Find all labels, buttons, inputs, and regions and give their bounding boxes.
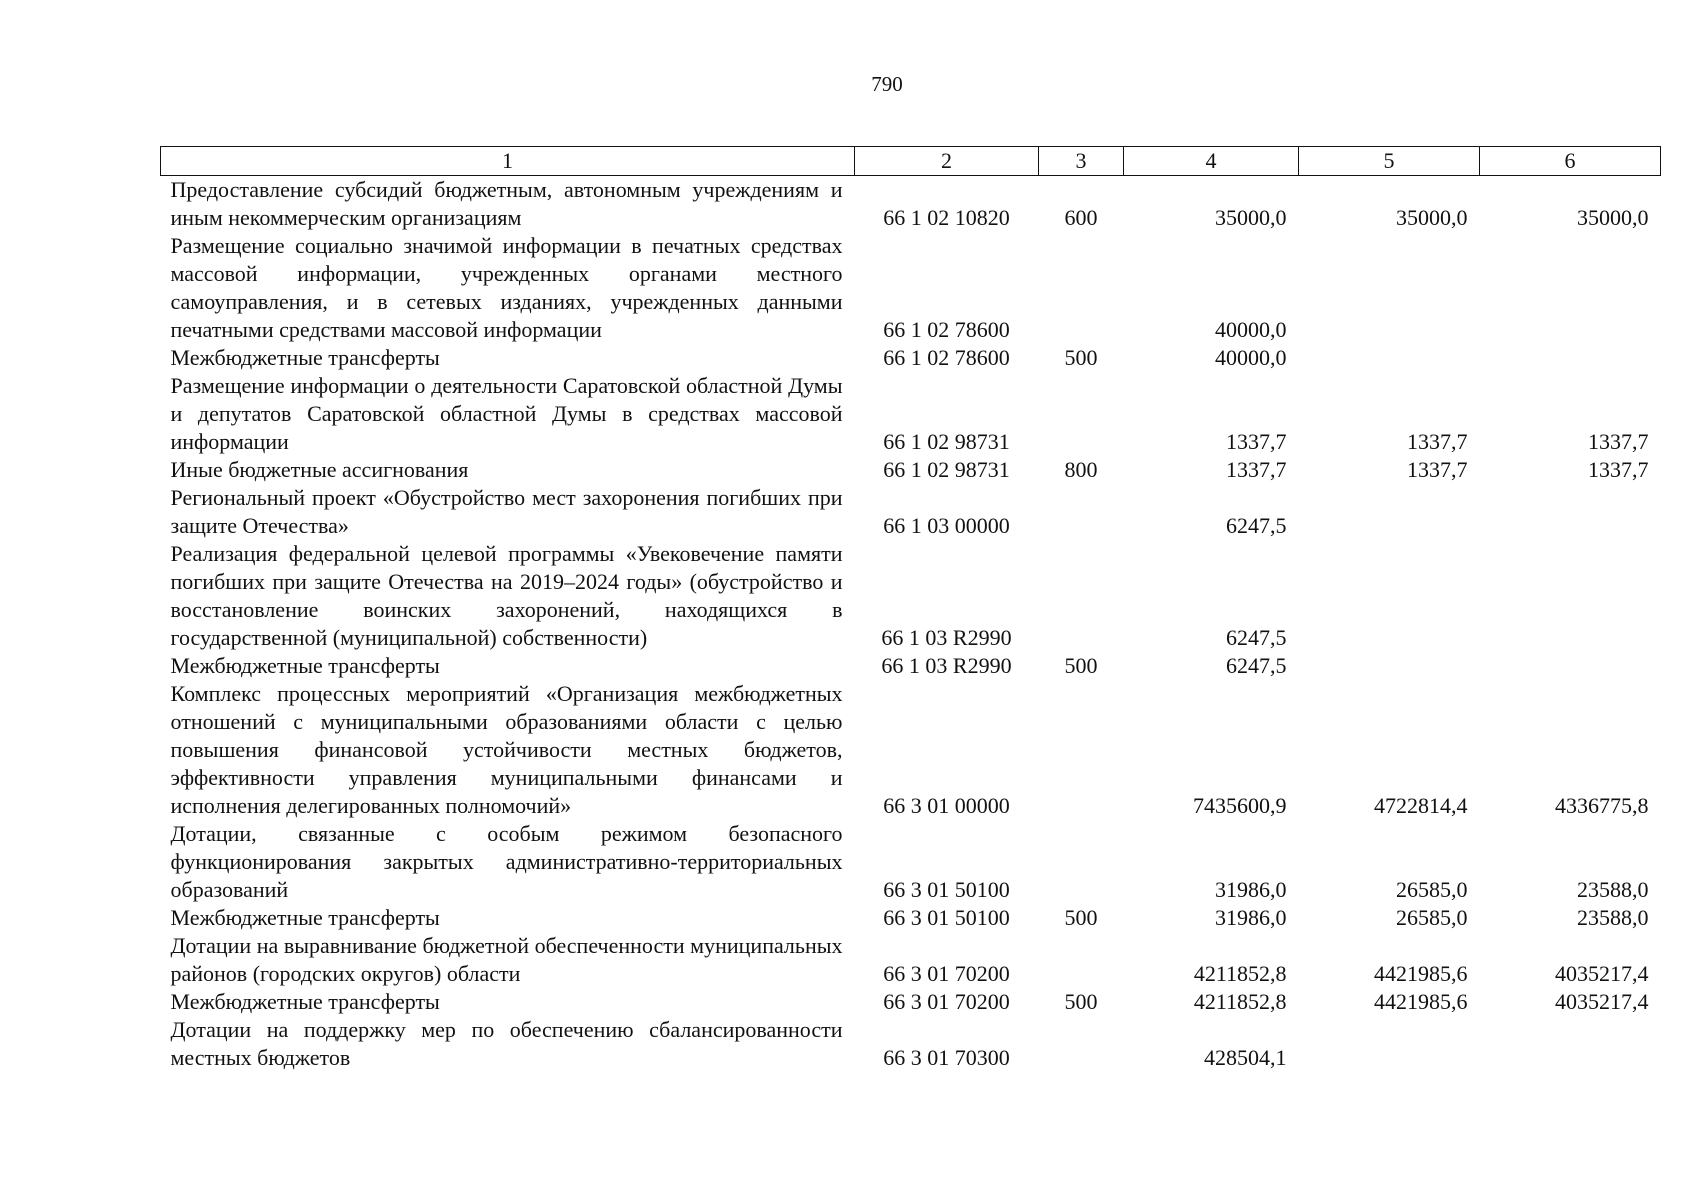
row-expense-type [1039,484,1124,540]
table-row [161,344,1661,372]
row-value-col-6: 23588,0 [1577,905,1649,930]
table-row [161,232,1661,344]
row-value-col-6: 1337,7 [1588,457,1649,482]
row-value-col-4: 31986,0 [1215,905,1287,930]
row-value-col-6: 1337,7 [1588,429,1649,454]
row-expense-type [1039,932,1124,988]
header-col-3: 3 [1039,147,1124,176]
row-value-col-4: 4211852,8 [1193,961,1287,986]
row-code: 66 3 01 70200 [883,989,1010,1014]
row-value-col-5: 4722814,4 [1374,793,1468,818]
table-row [161,988,1661,1016]
row-expense-type: 600 [1064,205,1098,230]
row-code: 66 1 03 00000 [883,513,1010,538]
row-value-col-6: 35000,0 [1577,205,1649,230]
row-code: 66 3 01 70200 [883,961,1010,986]
row-value-col-4: 428504,1 [1204,1045,1287,1070]
row-value-col-6 [1480,232,1661,344]
row-value-col-5 [1299,652,1480,680]
table-body [161,176,1661,1073]
row-name: Дотации на выравнивание бюджетной обеспеченности муниципальных районов (городских округов) области [170,933,843,986]
row-code: 66 3 01 50100 [883,877,1010,902]
table-row [161,540,1661,652]
table-row [161,652,1661,680]
table-row [161,484,1661,540]
row-code: 66 1 02 78600 [883,345,1010,370]
row-expense-type [1039,680,1124,820]
table-row [161,372,1661,456]
row-name: Межбюджетные трансферты [170,989,440,1014]
row-expense-type [1039,820,1124,904]
row-expense-type: 500 [1064,345,1098,370]
row-value-col-6 [1480,540,1661,652]
row-value-col-5 [1299,1016,1480,1072]
row-expense-type: 500 [1064,989,1098,1014]
row-value-col-6: 4035217,4 [1555,989,1649,1014]
row-value-col-5: 35000,0 [1396,205,1468,230]
row-expense-type: 800 [1064,457,1098,482]
row-code: 66 1 03 R2990 [881,625,1012,650]
row-value-col-5: 1337,7 [1407,457,1468,482]
row-value-col-6: 23588,0 [1577,877,1649,902]
row-expense-type [1039,232,1124,344]
row-code: 66 1 02 78600 [883,317,1010,342]
row-name: Комплекс процессных мероприятий «Организация межбюджетных отношений с муниципальными образованиями области с целью повышения финансовой устойчивости местных бюджетов, эффективности управления муниципальными финансами и исполнения делегированных полномочий» [170,681,843,818]
header-col-5: 5 [1299,147,1480,176]
row-expense-type: 500 [1064,653,1098,678]
row-value-col-5 [1299,484,1480,540]
row-value-col-6: 4035217,4 [1555,961,1649,986]
table-row [161,1016,1661,1072]
row-value-col-5: 4421985,6 [1374,989,1468,1014]
page-number: 790 [871,72,903,96]
row-code: 66 1 02 98731 [883,429,1010,454]
table-row [161,932,1661,988]
header-col-1: 1 [161,147,855,176]
budget-table [160,146,1661,1072]
row-code: 66 3 01 70300 [883,1045,1010,1070]
row-value-col-5: 26585,0 [1396,877,1468,902]
row-name: Региональный проект «Обустройство мест захоронения погибших при защите Отечества» [170,485,843,538]
row-name: Межбюджетные трансферты [170,905,440,930]
row-expense-type: 500 [1064,905,1098,930]
table-row [161,456,1661,484]
row-value-col-4: 4211852,8 [1193,989,1287,1014]
header-col-6: 6 [1480,147,1661,176]
row-value-col-6 [1480,1016,1661,1072]
row-expense-type [1039,372,1124,456]
row-value-col-5: 4421985,6 [1374,961,1468,986]
row-value-col-4: 40000,0 [1215,345,1287,370]
row-value-col-4: 35000,0 [1215,205,1287,230]
table-row [161,680,1661,820]
row-value-col-4: 6247,5 [1226,653,1287,678]
row-name: Реализация федеральной целевой программы «Увековечение памяти погибших при защите Отечества на 2019–2024 годы» (обустройство и восстановление воинских захоронений, находящихся в государственной (муниципальной) собственности) [170,541,843,650]
row-expense-type [1039,540,1124,652]
row-name: Предоставление субсидий бюджетным, автономным учреждениям и иным некоммерческим организациям [170,177,843,230]
row-code: 66 1 02 10820 [883,205,1010,230]
row-value-col-4: 7435600,9 [1193,793,1287,818]
row-value-col-4: 6247,5 [1226,625,1287,650]
row-value-col-5 [1299,232,1480,344]
row-code: 66 3 01 50100 [883,905,1010,930]
row-value-col-5: 26585,0 [1396,905,1468,930]
row-name: Размещение социально значимой информации в печатных средствах массовой информации, учрежденных органами местного самоуправления, и в сетевых изданиях, учрежденных данными печатными средствами массовой информации [170,233,843,342]
row-name: Дотации на поддержку мер по обеспечению сбалансированности местных бюджетов [170,1017,843,1070]
row-code: 66 3 01 00000 [883,793,1010,818]
row-code: 66 1 02 98731 [883,457,1010,482]
row-name: Межбюджетные трансферты [170,653,440,678]
row-value-col-5: 1337,7 [1407,429,1468,454]
row-value-col-6: 4336775,8 [1555,793,1649,818]
row-value-col-4: 6247,5 [1226,513,1287,538]
header-col-2: 2 [855,147,1039,176]
row-name: Размещение информации о деятельности Саратовской областной Думы и депутатов Саратовской областной Думы в средствах массовой информации [170,373,843,454]
row-value-col-5 [1299,344,1480,372]
row-name: Иные бюджетные ассигнования [170,457,469,482]
table-header [161,147,1661,176]
row-value-col-4: 40000,0 [1215,317,1287,342]
table-row [161,176,1661,233]
table-row [161,820,1661,904]
row-code: 66 1 03 R2990 [881,653,1012,678]
row-value-col-6 [1480,652,1661,680]
row-value-col-4: 31986,0 [1215,877,1287,902]
budget-table-container [160,146,1660,1072]
row-expense-type [1039,1016,1124,1072]
row-value-col-5 [1299,540,1480,652]
table-row [161,904,1661,932]
row-value-col-4: 1337,7 [1226,457,1287,482]
row-value-col-6 [1480,344,1661,372]
row-value-col-4: 1337,7 [1226,429,1287,454]
row-name: Межбюджетные трансферты [170,345,440,370]
header-col-4: 4 [1124,147,1299,176]
row-value-col-6 [1480,484,1661,540]
header-row [161,147,1661,176]
row-name: Дотации, связанные с особым режимом безопасного функционирования закрытых административно-территориальных образований [170,821,843,902]
